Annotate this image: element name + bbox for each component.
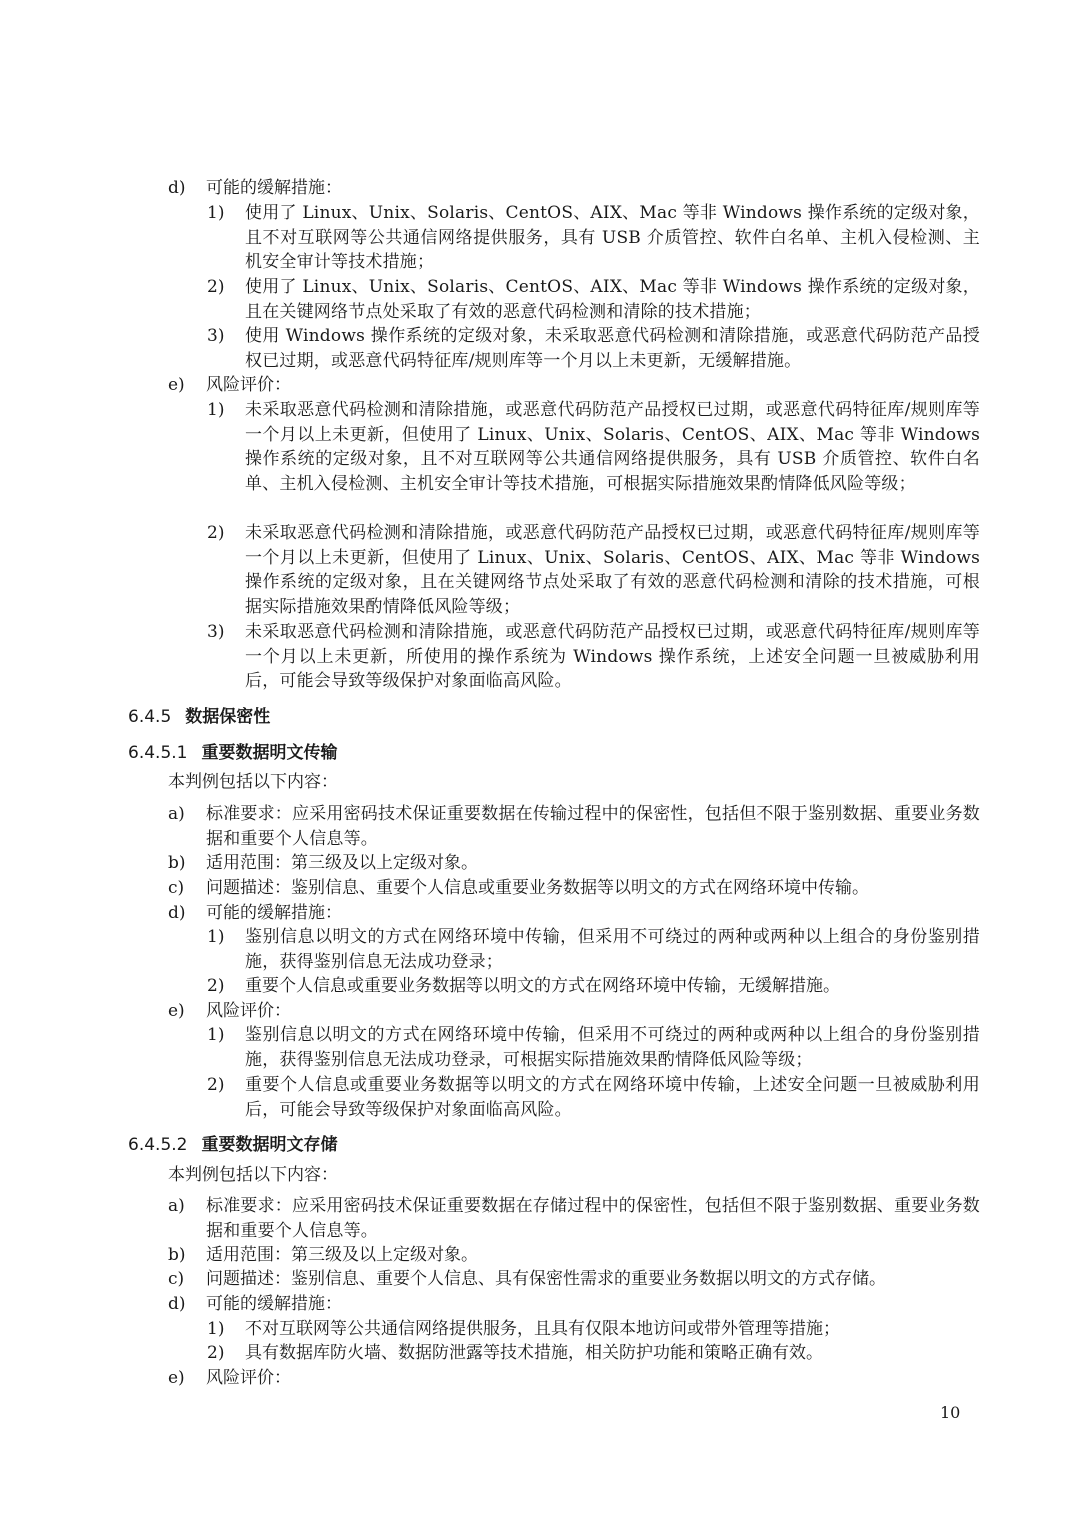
sub-item-number: 1)	[207, 927, 225, 947]
list-label-a: a)	[168, 804, 185, 824]
list-label-e: e)	[168, 1368, 185, 1388]
section-intro: 本判例包括以下内容：	[168, 772, 338, 792]
section-number: 6.4.5.1	[128, 743, 188, 763]
section-heading-6-4-5-2	[128, 1133, 337, 1157]
list-title-risk: 风险评价：	[206, 375, 291, 395]
list-label-a: a)	[168, 1196, 185, 1216]
section-intro: 本判例包括以下内容：	[168, 1165, 338, 1185]
sub-item-number: 2)	[207, 1075, 225, 1095]
list-text-problem: 问题描述：鉴别信息、重要个人信息、具有保密性需求的重要业务数据以明文的方式存储。	[206, 1269, 886, 1289]
list-label-b: b)	[168, 1245, 186, 1265]
section-number: 6.4.5.2	[128, 1135, 188, 1155]
list-text-scope: 适用范围：第三级及以上定级对象。	[206, 1245, 478, 1265]
sub-item-number: 1)	[207, 1319, 225, 1339]
sub-item-text: 具有数据库防火墙、数据防泄露等技术措施，相关防护功能和策略正确有效。	[245, 1343, 823, 1363]
sub-item-text: 未采取恶意代码检测和清除措施，或恶意代码防范产品授权已过期，或恶意代码特征库/规则库等一个月以上未更新，但使用了 Linux、Unix、Solaris、CentOS、AIX、Mac 等非 Windows 操作系统的定级对象，且不对互联网等公共通信网络提供服务，具有 USB 介质管控、软件白名单、主机入侵检测、主机安全审计等技术措施，可根据实际措施效果酌情降低风险等级；	[245, 400, 980, 495]
sub-item-number: 3)	[207, 622, 225, 642]
section-heading-6-4-5	[128, 705, 270, 729]
list-text-standard: 标准要求：应采用密码技术保证重要数据在存储过程中的保密性，包括但不限于鉴别数据、重要业务数据和重要个人信息等。	[206, 1196, 980, 1241]
sub-item-number: 2)	[207, 1343, 225, 1363]
sub-item-number: 3)	[207, 326, 225, 346]
list-title-risk: 风险评价：	[206, 1368, 291, 1388]
list-title-mitigation: 可能的缓解措施：	[206, 178, 342, 198]
sub-item-number: 2)	[207, 976, 225, 996]
sub-item-text: 不对互联网等公共通信网络提供服务，且具有仅限本地访问或带外管理等措施；	[245, 1319, 840, 1339]
list-text-scope: 适用范围：第三级及以上定级对象。	[206, 853, 478, 873]
sub-item-text: 未采取恶意代码检测和清除措施，或恶意代码防范产品授权已过期，或恶意代码特征库/规则库等一个月以上未更新，但使用了 Linux、Unix、Solaris、CentOS、AIX、Mac 等非 Windows 操作系统的定级对象，且在关键网络节点处采取了有效的恶意代码检测和清除的技术措施，可根据实际措施效果酌情降低风险等级；	[245, 523, 980, 618]
list-text-standard: 标准要求：应采用密码技术保证重要数据在传输过程中的保密性，包括但不限于鉴别数据、重要业务数据和重要个人信息等。	[206, 804, 980, 849]
sub-item-number: 1)	[207, 400, 225, 420]
sub-item-number: 2)	[207, 523, 225, 543]
sub-item-text: 使用了 Linux、Unix、Solaris、CentOS、AIX、Mac 等非 Windows 操作系统的定级对象，且不对互联网等公共通信网络提供服务，具有 USB 介质管控、软件白名单、主机入侵检测、主机安全审计等技术措施；	[245, 203, 980, 273]
list-label-d: d)	[168, 1294, 186, 1314]
list-label-d: d)	[168, 178, 186, 198]
sub-item-text: 鉴别信息以明文的方式在网络环境中传输，但采用不可绕过的两种或两种以上组合的身份鉴别措施，获得鉴别信息无法成功登录，可根据实际措施效果酌情降低风险等级；	[245, 1025, 980, 1070]
page-number: 10	[940, 1403, 961, 1422]
list-title-mitigation: 可能的缓解措施：	[206, 1294, 342, 1314]
sub-item-text: 鉴别信息以明文的方式在网络环境中传输，但采用不可绕过的两种或两种以上组合的身份鉴别措施，获得鉴别信息无法成功登录；	[245, 927, 980, 972]
list-label-e: e)	[168, 375, 185, 395]
sub-item-text: 未采取恶意代码检测和清除措施，或恶意代码防范产品授权已过期，或恶意代码特征库/规则库等一个月以上未更新，所使用的操作系统为 Windows 操作系统，上述安全问题一旦被威胁利用后，可能会导致等级保护对象面临高风险。	[245, 622, 980, 692]
list-text-problem: 问题描述：鉴别信息、重要个人信息或重要业务数据等以明文的方式在网络环境中传输。	[206, 878, 869, 898]
section-number: 6.4.5	[128, 707, 172, 727]
section-title: 数据保密性	[185, 707, 271, 727]
sub-item-text: 重要个人信息或重要业务数据等以明文的方式在网络环境中传输，无缓解措施。	[245, 976, 840, 996]
sub-item-number: 1)	[207, 203, 225, 223]
list-label-c: c)	[168, 878, 185, 898]
list-label-b: b)	[168, 853, 186, 873]
sub-item-number: 1)	[207, 1025, 225, 1045]
sub-item-text: 使用 Windows 操作系统的定级对象，未采取恶意代码检测和清除措施，或恶意代码防范产品授权已过期，或恶意代码特征库/规则库等一个月以上未更新，无缓解措施。	[245, 326, 980, 371]
section-heading-6-4-5-1	[128, 741, 337, 765]
list-title-risk: 风险评价：	[206, 1001, 291, 1021]
sub-item-number: 2)	[207, 277, 225, 297]
list-label-d: d)	[168, 903, 186, 923]
section-title: 重要数据明文存储	[201, 1135, 338, 1155]
list-label-c: c)	[168, 1269, 185, 1289]
list-title-mitigation: 可能的缓解措施：	[206, 903, 342, 923]
sub-item-text: 使用了 Linux、Unix、Solaris、CentOS、AIX、Mac 等非 Windows 操作系统的定级对象，且在关键网络节点处采取了有效的恶意代码检测和清除的技术措施；	[245, 277, 980, 322]
sub-item-text: 重要个人信息或重要业务数据等以明文的方式在网络环境中传输，上述安全问题一旦被威胁利用后，可能会导致等级保护对象面临高风险。	[245, 1075, 980, 1120]
list-label-e: e)	[168, 1001, 185, 1021]
section-title: 重要数据明文传输	[201, 743, 338, 763]
